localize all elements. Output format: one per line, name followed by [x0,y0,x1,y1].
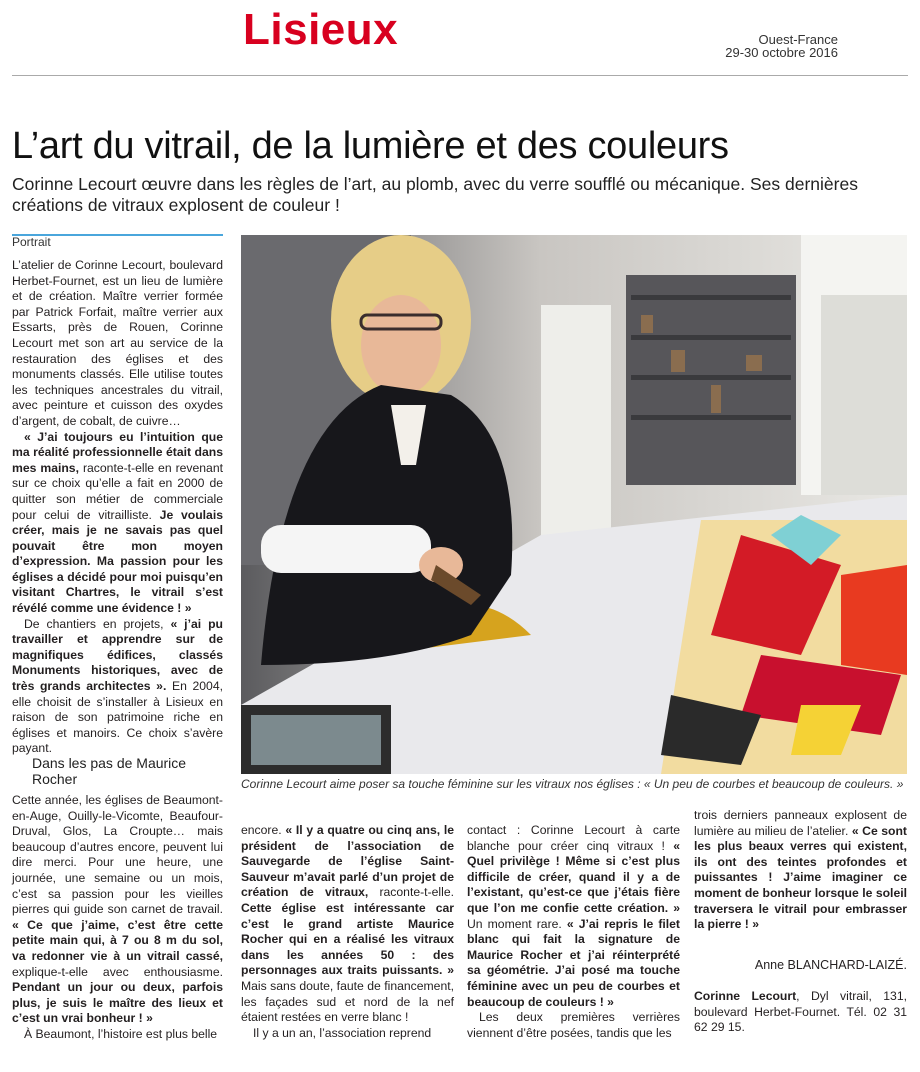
rubric-label: Portrait [12,235,51,249]
photo-caption: Corinne Lecourt aime poser sa touche féminine sur les vitraux nos églises : « Un peu de courbes et beaucoup de couleurs. » [241,777,904,791]
text: Mais sans doute, faute de financement, les façades sud et nord de la nef étaient restées en verre blanc ! [241,978,454,1025]
paragraph [694,808,907,933]
quote: « Ce sont les plus beaux verres qui existent, ils ont des teintes profondes et puissantes ! J’aime imaginer ce moment de bonheur lorsque le soleil traversera le vitrail pour embrasser la pierre ! » [694,823,907,932]
quote: Cette église est intéressante car c’est le grand artiste Maurice Rocher qui en a réalisé les vitraux dans les années 50 : des personnages aux traits puissants. » [241,900,454,978]
article-column-2 [241,823,454,1041]
article-column-1-continued [12,793,223,1043]
paragraph [467,823,680,1010]
paragraph: À Beaumont, l’histoire est plus belle [24,1026,218,1041]
newspaper-name: Ouest-France [758,32,838,47]
newspaper-info [725,33,838,59]
paragraph [12,430,223,617]
article-photo [241,235,907,774]
text: raconte-t-elle. [368,885,454,900]
paragraph: Les deux premières verrières viennent d’être posées, tandis que les [467,1010,680,1040]
text: contact : Corinne Lecourt à carte blanche pour créer cinq vitraux ! [467,823,680,853]
text: explique-t-elle avec enthousiasme. [12,964,223,979]
paragraph [241,823,454,1026]
paragraph [694,989,907,1036]
author-signature: Anne BLANCHARD-LAIZÉ. [754,958,907,972]
contact-details: , Dyl vitrail, 131, boulevard Herbet-Fournet. Tél. 02 31 62 29 15. [694,989,907,1035]
quote: « Ce que j’aime, c’est être cette petite main qui, à 7 ou 8 m du sol, va redonner vie à un vitrail cassé, [12,917,223,963]
contact-info [694,989,907,1036]
header-rule [12,75,908,76]
section-title: Lisieux [243,5,399,54]
text: Cette année, les églises de Beaumont-en-Auge, Ouilly-le-Vicomte, Beaufour-Druval, Glos, La Croupte… mais beaucoup d’autres encore, peuvent lui dire merci. Pour une heure, une journée, une semaine ou un mois, c’est sa passion pour les vieilles pierres qui guide son carnet de travail. [12,793,223,917]
photo-artist-with-stained-glass [241,235,907,774]
paragraph [12,617,223,757]
quote: « j’ai pu travailler et apprendre sur de magnifiques édifices, classés Monuments historiques, avec de très grands architectes ». [12,616,223,694]
article-column-4 [694,808,907,933]
text: raconte-t-elle en revenant sur ce choix qu’elle a fait en 2000 de quitter son métier de commerciale pour celui de vitrailliste. [12,460,223,522]
subheadline: Corinne Lecourt œuvre dans les règles de l’art, au plomb, avec du verre soufflé ou mécanique. Ses dernières créations de vitraux explosent de couleur ! [12,174,858,215]
quote: Je voulais créer, mais je ne savais pas quel pouvait être mon moyen d’expression. Ma passion pour les églises a décidé pour moi puisqu’en visitant Chartres, le vitrail s’est révélé comme une évidence ! » [12,507,223,616]
text: Un moment rare. [467,916,567,931]
quote: « J’ai toujours eu l’intuition que ma réalité professionnelle était dans mes mains, [12,429,223,475]
paragraph: Il y a un an, l’association reprend [253,1025,432,1040]
paragraph: L’atelier de Corinne Lecourt, boulevard Herbet-Fournet, est un lieu de lumière et de création. Maître verrier formée par Patrick Forfait, maître verrier aux Essarts, près de Rouen, Corinne Lecourt met son art au service de la restauration des églises et des monuments classés. Elle utilise toutes les techniques ancestrales du vitrail, avec peinture et cuisson des oxydes d’argent, de cobalt, de cuivre… [12,258,223,428]
text: En 2004, elle choisit de s’installer à Lisieux en raison de son patrimoine riche en églises et manoirs. Ce choix s’avère payant. [12,679,223,756]
quote: « Il y a quatre ou cinq ans, le président de l’association de Sauvegarde de l’église Saint-Sauveur m’avait parlé d’un projet de création de vitraux, [241,823,454,900]
headline: L’art du vitrail, de la lumière et des couleurs [12,125,729,167]
article-column-3 [467,823,680,1041]
quote: Pendant un jour ou deux, parfois plus, je suis le maître des lieux et c’est un vrai bonheur ! » [12,980,223,1026]
intertitle: Dans les pas de Maurice Rocher [32,755,187,787]
quote: « J’ai repris le filet blanc qui fait la signature de Maurice Rocher et j’ai réinterprété sa géométrie. J’ai posé ma touche féminine avec un peu de courbes et beaucoup de couleurs ! » [467,916,680,1009]
issue-date: 29-30 octobre 2016 [725,45,838,60]
text: encore. [241,823,286,837]
text: trois derniers panneaux explosent de lumière au milieu de l’atelier. [694,808,907,838]
quote: « Quel privilège ! Même si c’est plus difficile de créer, quand il y a de l’existant, qu’est-ce que j’étais fière que l’on me confie cette création. » [467,838,680,915]
paragraph [12,793,223,1027]
text: De chantiers en projets, [24,616,171,631]
article-column-1 [12,258,223,757]
contact-name: Corinne Lecourt [694,989,797,1003]
